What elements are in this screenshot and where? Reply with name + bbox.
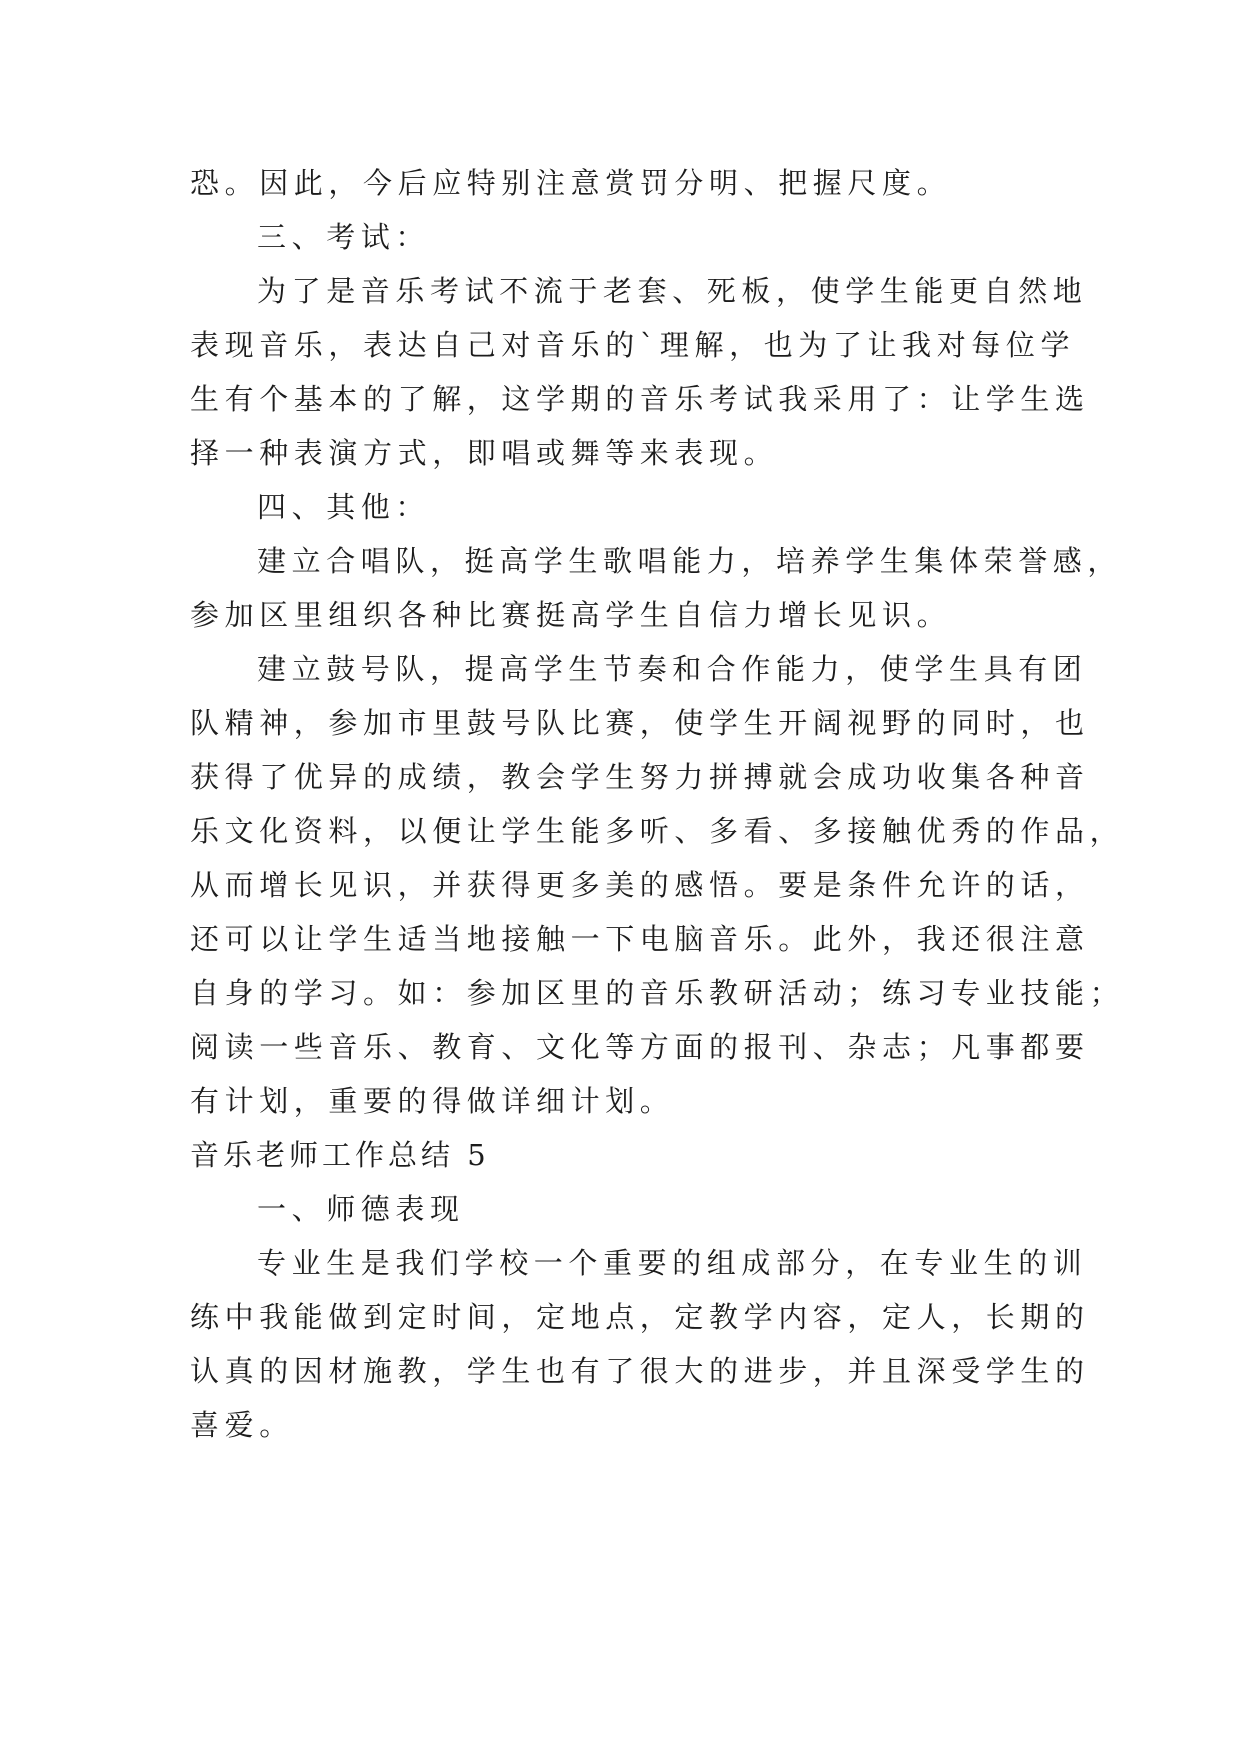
text-line: 乐文化资料，以便让学生能多听、多看、多接触优秀的作品， [190, 814, 1125, 848]
text-line: 参加区里组织各种比赛挺高学生自信力增长见识。 [190, 598, 952, 632]
text-line: 恐。因此，今后应特别注意赏罚分明、把握尺度。 [190, 166, 952, 200]
text-line: 建立合唱队，挺高学生歌唱能力，培养学生集体荣誉感， [257, 544, 1123, 578]
text-line: 有计划，重要的得做详细计划。 [190, 1084, 675, 1118]
text-line: 表现音乐，表达自己对音乐的`理解，也为了让我对每位学 [190, 328, 1076, 362]
text-line: 专业生是我们学校一个重要的组成部分，在专业生的训 [257, 1246, 1088, 1280]
section-heading: 四、其他： [257, 490, 431, 524]
text-line: 喜爱。 [190, 1408, 294, 1442]
text-line: 认真的因材施教，学生也有了很大的进步，并且深受学生的 [190, 1354, 1090, 1388]
text-line: 获得了优异的成绩，教会学生努力拼搏就会成功收集各种音 [190, 760, 1090, 794]
text-line: 建立鼓号队，提高学生节奏和合作能力，使学生具有团 [257, 652, 1088, 686]
text-line: 阅读一些音乐、教育、文化等方面的报刊、杂志；凡事都要 [190, 1030, 1090, 1064]
text-line: 还可以让学生适当地接触一下电脑音乐。此外，我还很注意 [190, 922, 1090, 956]
text-line: 从而增长见识，并获得更多美的感悟。要是条件允许的话， [190, 868, 1090, 902]
document-section-title: 音乐老师工作总结 5 [190, 1138, 490, 1172]
text-line: 自身的学习。如：参加区里的音乐教研活动；练习专业技能； [190, 976, 1125, 1010]
text-line: 练中我能做到定时间，定地点，定教学内容，定人，长期的 [190, 1300, 1090, 1334]
section-heading: 三、考试： [257, 220, 431, 254]
section-heading: 一、师德表现 [257, 1192, 465, 1226]
text-line: 为了是音乐考试不流于老套、死板，使学生能更自然地 [257, 274, 1088, 308]
text-line: 生有个基本的了解，这学期的音乐考试我采用了：让学生选 [190, 382, 1090, 416]
text-line: 择一种表演方式，即唱或舞等来表现。 [190, 436, 779, 470]
text-line: 队精神，参加市里鼓号队比赛，使学生开阔视野的同时，也 [190, 706, 1090, 740]
